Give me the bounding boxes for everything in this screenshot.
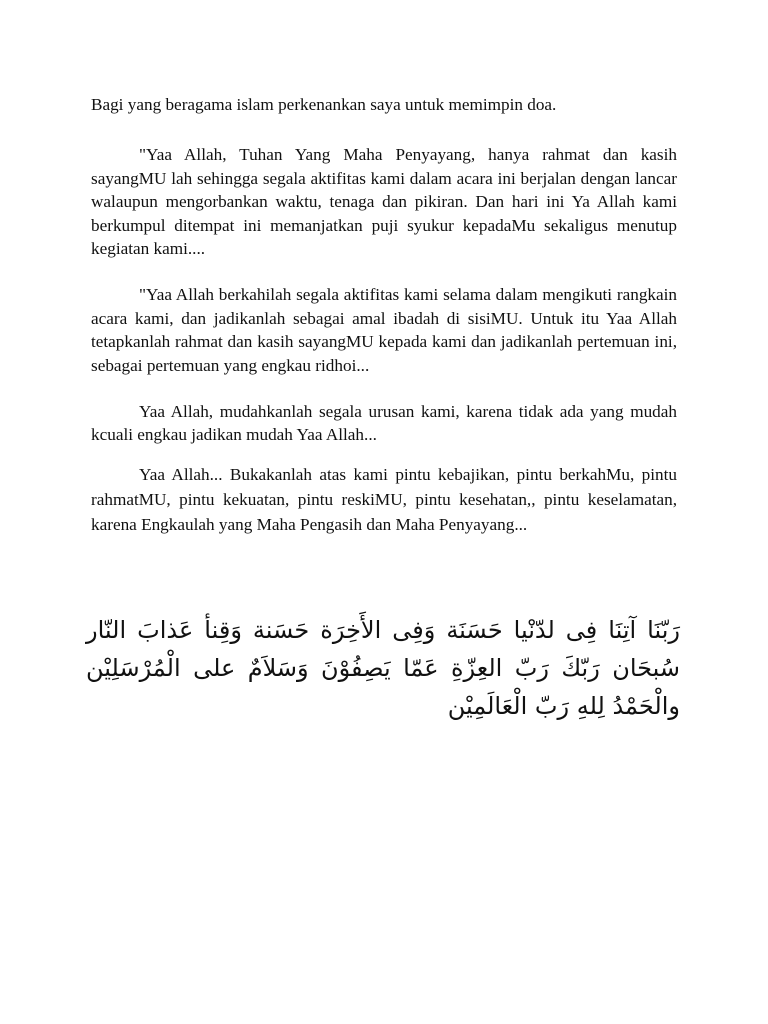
prayer-paragraph-4: Yaa Allah... Bukakanlah atas kami pintu kebajikan, pintu berkahMu, pintu rahmatMU, pintu kekuatan, pintu reskiMU, pintu kesehatan,, pintu keselamatan, karena Engkaulah yang Maha Pengasih dan Maha Penyayang...: [91, 464, 677, 534]
arabic-line-2: سُبحَان رَبّكَ رَبّ العِزّةِ عَمّا يَصِفُوْنَ وَسَلاَمٌ على الْمُرْسَلِيْن: [86, 654, 680, 682]
arabic-line-1: رَبّنَا آتِنَا فِى لدّنْيا حَسَنَة وَفِى الأَخِرَة حَسَنة وَقِنأ عَذابَ النّار: [86, 616, 680, 644]
prayer-paragraph-2: "Yaa Allah berkahilah segala aktifitas kami selama dalam mengikuti rangkain acara kami, dan jadikanlah sebagai amal ibadah di sisiMU. Untuk itu Yaa Allah tetapkanlah rahmat dan kasih sayangMU kepada kami dan jadikanlah pertemuan ini, sebagai pertemuan yang engkau ridhoi...: [91, 285, 677, 375]
arabic-prayer: [86, 611, 680, 725]
prayer-paragraph-1: "Yaa Allah, Tuhan Yang Maha Penyayang, hanya rahmat dan kasih sayangMU lah sehingga segala aktifitas kami dalam acara ini berjalan dengan lancar walaupun mengorbankan waktu, tenaga dan pikiran. Dan hari ini Ya Allah kami berkumpul ditempat ini memanjatkan puji syukur kepadaMu sekaligus menutup kegiatan kami....: [91, 145, 677, 259]
arabic-line-3: والْحَمْدُ لِلهِ رَبّ الْعَالَمِيْن: [447, 692, 680, 720]
intro-line: Bagi yang beragama islam perkenankan saya untuk memimpin doa.: [91, 95, 557, 114]
prayer-paragraph-3: Yaa Allah, mudahkanlah segala urusan kami, karena tidak ada yang mudah kcuali engkau jadikan mudah Yaa Allah...: [91, 402, 677, 445]
document-body: [91, 93, 677, 537]
